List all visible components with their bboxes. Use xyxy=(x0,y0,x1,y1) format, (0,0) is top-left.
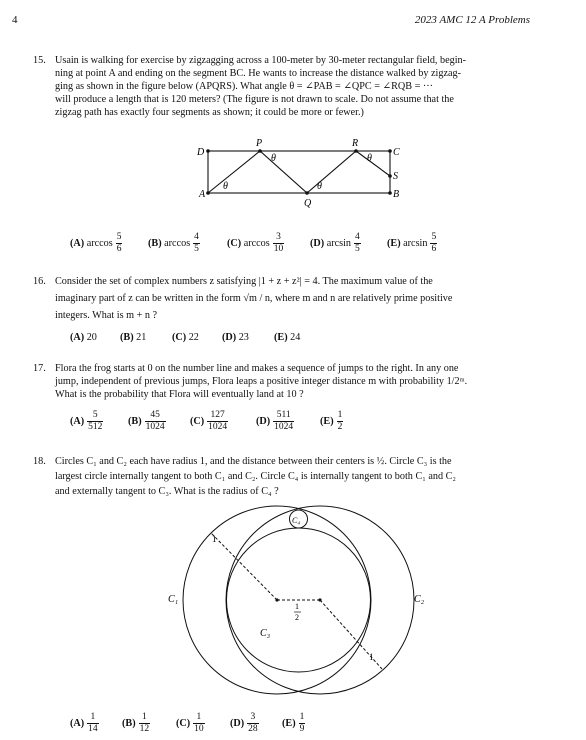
label-R: R xyxy=(352,138,359,149)
problem-text-line: imaginary part of z can be written in the form √m / n, where m and n are relatively prime positive xyxy=(55,293,453,304)
choice-c[interactable]: (C) $\frac{1}{10}$ xyxy=(176,712,204,734)
problem-16 xyxy=(33,275,525,322)
page-number: 4 xyxy=(12,14,18,26)
choice-c[interactable]: (C) 22 xyxy=(172,332,199,343)
problem-text-line: largest circle internally tangent to both C₁ and C₂. Circle C₄ is internally tangent to both C₁ and C₂ xyxy=(55,471,456,482)
choice-e[interactable]: (E) arcsin $\frac{5}{6}$ xyxy=(387,232,437,254)
half-numerator: 1 xyxy=(295,602,299,611)
problem-number: 17. xyxy=(33,363,46,374)
problem-text-line: ning at point A and ending on the segment BC. He wants to increase the distance walked by zigzag- xyxy=(55,68,461,79)
label-c2: C₂ xyxy=(414,594,425,605)
problem-text-line: Flora the frog starts at 0 on the number line and makes a sequence of jumps to the right. In any one xyxy=(55,363,459,374)
label-D: D xyxy=(197,147,205,158)
problem-text-line: What is the probability that Flora will eventually land at 10 ? xyxy=(55,389,304,400)
zigzag-figure xyxy=(190,138,410,210)
problem-text-line: jump, independent of previous jumps, Flora leaps a positive integer distance m with probability 1/2ᵐ. xyxy=(55,376,468,387)
label-c4: C₄ xyxy=(292,516,301,525)
problem-text-line: Consider the set of complex numbers z satisfying |1 + z + z²| = 4. The maximum value of the xyxy=(55,276,433,287)
choice-a[interactable]: (A) $\frac{5}{512}$ xyxy=(70,410,103,432)
choice-e[interactable]: (E) $\frac{1}{9}$ xyxy=(282,712,305,734)
problem-17 xyxy=(33,362,525,401)
page-header-title: 2023 AMC 12 A Problems xyxy=(414,14,530,26)
problem-number: 15. xyxy=(33,55,46,66)
problem-text-line: Usain is walking for exercise by zigzagging across a 100-meter by 30-meter rectangular field, begin- xyxy=(55,55,467,66)
choice-a[interactable]: (A) 20 xyxy=(70,332,97,343)
label-A: A xyxy=(199,189,206,200)
choice-a[interactable]: (A) arccos $\frac{5}{6}$ xyxy=(70,232,122,254)
angle-theta: θ xyxy=(223,181,228,192)
radius-label: 1 xyxy=(212,534,217,544)
label-c3: C₃ xyxy=(260,628,271,639)
radius-label: 1 xyxy=(369,652,374,662)
problem-18 xyxy=(33,455,525,498)
choice-a[interactable]: (A) $\frac{1}{14}$ xyxy=(70,712,98,734)
problem-text-line: ging as shown in the figure below (APQRS). What angle θ = ∠PAB = ∠QPC = ∠RQB = ··· xyxy=(55,81,434,92)
label-P: P xyxy=(256,138,263,149)
angle-theta: θ xyxy=(317,181,322,192)
choice-b[interactable]: (B) $\frac{1}{12}$ xyxy=(122,712,150,734)
choice-c[interactable]: (C) arccos $\frac{3}{10}$ xyxy=(227,232,284,254)
choice-b[interactable]: (B) 21 xyxy=(120,332,147,343)
label-C: C xyxy=(393,147,400,158)
choice-b[interactable]: (B) $\frac{45}{1024}$ xyxy=(128,410,165,432)
problem-text-line: Circles C₁ and C₂ each have radius 1, and the distance between their centers is ½. Circle C₃ is the xyxy=(55,456,452,467)
problem-text-line: integers. What is m + n ? xyxy=(55,310,158,321)
choice-e[interactable]: (E) $\frac{1}{2}$ xyxy=(320,410,343,432)
problem-number: 16. xyxy=(33,276,46,287)
choice-c[interactable]: (C) $\frac{127}{1024}$ xyxy=(190,410,228,432)
label-Q: Q xyxy=(304,198,312,209)
choice-e[interactable]: (E) 24 xyxy=(274,332,301,343)
half-denominator: 2 xyxy=(295,613,299,622)
problem-number: 18. xyxy=(33,456,46,467)
choice-d[interactable]: (D) $\frac{3}{28}$ xyxy=(230,712,258,734)
problem-text-line: zigzag path has exactly four segments as shown; it could be more or fewer.) xyxy=(55,107,364,118)
problem-text-line: will produce a length that is 120 meters? (The figure is not drawn to scale. Do not assume that the xyxy=(55,94,454,105)
label-c1: C₁ xyxy=(168,594,179,605)
choice-d[interactable]: (D) $\frac{511}{1024}$ xyxy=(256,410,294,432)
angle-theta: θ xyxy=(271,153,276,164)
angle-theta: θ xyxy=(367,153,372,164)
problem-text-line: and externally tangent to C₃. What is the radius of C₄ ? xyxy=(55,486,279,497)
choice-b[interactable]: (B) arccos $\frac{4}{5}$ xyxy=(148,232,199,254)
problem-15 xyxy=(33,54,525,119)
circles-figure xyxy=(150,498,440,704)
choice-d[interactable]: (D) arcsin $\frac{4}{5}$ xyxy=(310,232,360,254)
choice-d[interactable]: (D) 23 xyxy=(222,332,249,343)
label-B: B xyxy=(393,189,400,200)
label-S: S xyxy=(393,171,398,182)
